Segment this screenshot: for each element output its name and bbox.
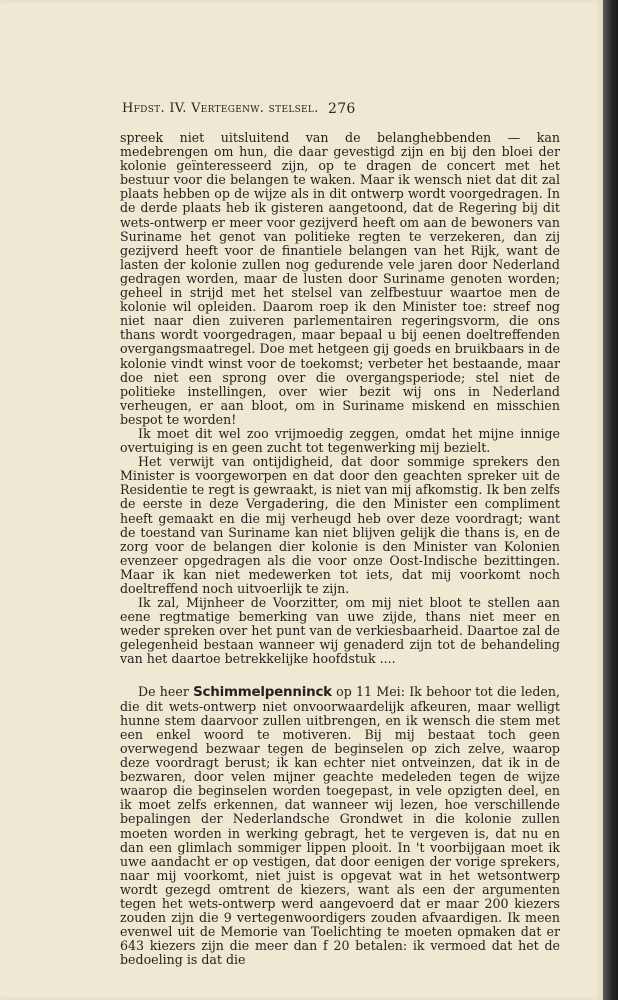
paragraph: Ik zal, Mijnheer de Voorzitter, om mij niet bloot te stellen aan eene regtmatige bemerking van uwe zijde, thans niet meer en weder spreken over het punt van de verkiesbaarheid. Daartoe zal de gelegenheid bestaan wanneer wij genaderd zijn tot de behandeling van het daartoe betrekkelijke hoofdstuk ....	[120, 595, 560, 667]
header-chapter: IV.	[169, 101, 187, 116]
header-hfdst: Hfdst.	[122, 101, 165, 116]
paragraph: spreek niet uitsluitend van de belanghebbenden — kan medebrengen om hun, die daar gevestigd zijn en bij den bloei der kolonie geïnteresseerd zijn, op te dragen de concert met het bestuur voor die belangen te waken. Maar ik wensch niet dat dit zal plaats hebben op de wijze als in dit ontwerp wordt voorgedragen. In de derde plaats heb ik gisteren aangetoond, dat de Regering bij dit wets-ontwerp er meer voor gezijverd heeft om aan de bewoners van Suriname het genot van politieke regten te verzekeren, dan zij gezijverd heeft voor de finantiele belangen van het Rijk, want de lasten der kolonie zullen nog gedurende vele jaren door Nederland gedragen worden, maar de lusten door Suriname genoten worden; geheel in strijd met het stelsel van zelfbestuur waartoe men de kolonie wil opleiden. Daarom roep ik den Minister toe: streef nog niet naar dien zuiveren parlementairen regeringsvorm, die ons thans wordt voorgedragen, maar bepaal u bij eenen doeltreffenden overgangsmaatregel. Doe met hetgeen gij goeds en bruikbaars in de kolonie vindt winst voor de toekomst; verbeter het bestaande, maar doe niet een sprong over die overgangsperiode; stel niet de politieke instellingen, over wier bezit wij ons in Nederland verheugen, er aan bloot, om in Suriname miskend en misschien bespot te worden!	[120, 130, 560, 427]
speaker-name: Schimmelpenninck	[193, 684, 332, 700]
speech-paragraph	[120, 685, 560, 968]
body-text	[120, 131, 560, 967]
book-spine-shadow	[603, 0, 618, 1000]
header-section: Vertegenw. stelsel.	[191, 101, 319, 116]
running-header-title	[122, 101, 319, 116]
paragraph: Ik moet dit wel zoo vrijmoedig zeggen, omdat het mijne innige overtuiging is en geen zucht tot tegenwerking mij bezielt.	[120, 425, 560, 456]
speech-prefix: De heer	[138, 683, 194, 699]
page-number: 276	[328, 101, 356, 117]
paragraph: Het verwijt van ontijdigheid, dat door sommige sprekers den Minister is voorgeworpen en dat door den geachten spreker uit de Residentie te regt is gewraakt, is niet van mij afkomstig. Ik ben zelfs de eerste in deze Vergadering, die den Minister een compliment heeft gemaakt en die mij verheugd heb over deze voordragt; want de toestand van Suriname kan niet blijven gelijk die thans is, en de zorg voor de belangen dier kolonie is den Minister van Kolonien evenzeer opgedragen als die voor onze Oost-Indische bezittingen. Maar ik kan niet medewerken tot iets, dat mij voorkomt noch doeltreffend noch uitvoerlijk te zijn.	[120, 454, 560, 596]
speech-text: op 11 Mei: Ik behoor tot die leden, die dit wets-ontwerp niet onvoorwaardelijk afkeuren, maar welligt hunne stem daarvoor zullen uitbrengen, en ik wensch die stem met een enkel woord te motiveren. Bij mij bestaat toch geen overwegend bezwaar tegen de beginselen op zich zelve, waarop deze voordragt berust; ik kan echter niet ontveinzen, dat ik in de bezwaren, door velen mijner geachte medeleden tegen de wijze waarop die beginselen worden toegepast, in vele opzigten deel, en ik moet zelfs erkennen, dat wanneer wij lezen, hoe verschillende bepalingen der Nederlandsche Grondwet in die kolonie zullen moeten worden in werking gebragt, het te vergeven is, dat nu en dan een glimlach sommiger lippen plooit. In 't voorbijgaan moet ik uwe aandacht er op vestigen, dat door eenigen der vorige sprekers, naar mij voorkomt, niet juist is opgevat wat in het wetsontwerp wordt gezegd omtrent de kiezers, want als een der argumenten tegen het wets-ontwerp werd aangevoerd dat er maar 200 kiezers zouden zijn die 9 vertegenwoordigers zouden afvaardigen. Ik meen evenwel uit de Memorie van Toelichting te moeten opmaken dat er 643 kiezers zijn die meer dan f 20 betalen: ik vermoed dat het de bedoeling is dat die	[120, 683, 561, 968]
running-header	[122, 101, 562, 119]
